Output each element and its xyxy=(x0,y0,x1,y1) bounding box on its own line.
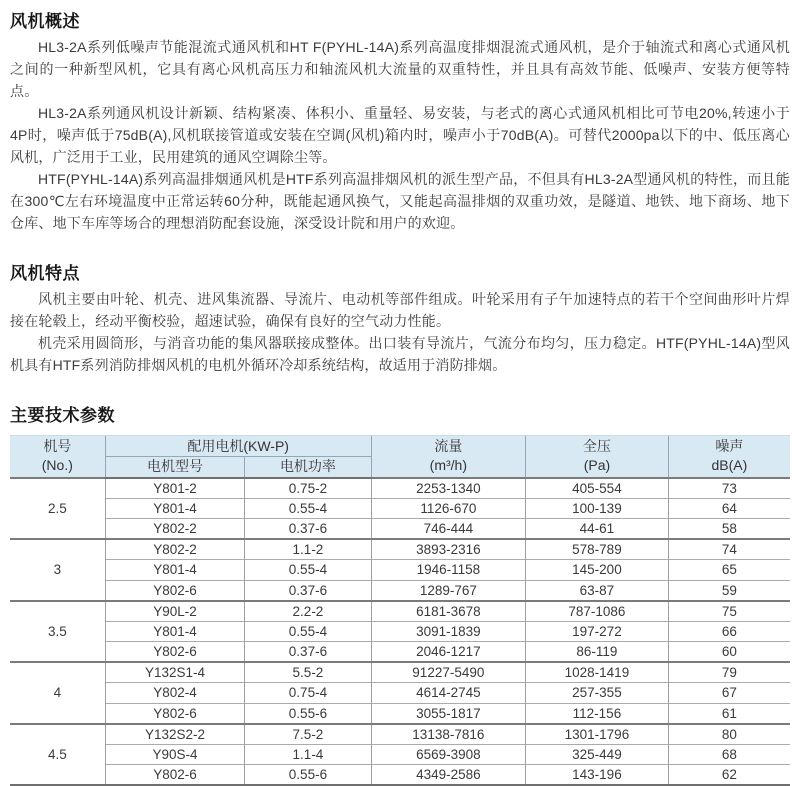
cell-pressure: 1028-1419 xyxy=(526,662,669,683)
cell-motor-power: 0.75-2 xyxy=(245,478,371,499)
cell-motor-model: Y802-6 xyxy=(105,642,245,663)
cell-motor-model: Y801-4 xyxy=(105,621,245,642)
cell-noise: 65 xyxy=(668,560,790,581)
features-paragraph: 风机主要由叶轮、机壳、进风集流器、导流片、电动机等部件组成。叶轮采用有子午加速特点的若干个空间曲形叶片焊接在轮毂上，经动平衡校验，超速试验，确保有良好的空气动力性能。 xyxy=(10,291,790,329)
header-flow-line1: 流量 xyxy=(434,438,463,455)
cell-motor-power: 0.55-6 xyxy=(245,765,371,786)
cell-noise: 62 xyxy=(668,765,790,786)
specs-table-body xyxy=(10,478,790,786)
table-row xyxy=(10,580,790,601)
cell-motor-power: 1.1-2 xyxy=(245,539,371,560)
cell-fan-no: 3 xyxy=(10,539,105,601)
cell-flow: 3091-1839 xyxy=(371,621,525,642)
cell-pressure: 405-554 xyxy=(526,478,669,499)
header-pressure xyxy=(526,436,669,478)
overview-paragraph: HTF(PYHL-14A)系列高温排烟通风机是HTF系列高温排烟风机的派生型产品，不但具有HL3-2A型通风机的特性，而且能在300℃左右环境温度中正常运转60分种，既能起通风换气，又能起高温排烟的双重功效，是隧道、地铁、地下商场、地下仓库、地下车库等场合的理想消防配套设施，深受设计院和用户的欢迎。 xyxy=(10,171,790,231)
table-row xyxy=(10,642,790,663)
table-row xyxy=(10,478,790,499)
cell-motor-model: Y802-2 xyxy=(105,519,245,540)
cell-motor-power: 0.37-6 xyxy=(245,580,371,601)
table-row xyxy=(10,621,790,642)
cell-noise: 80 xyxy=(668,724,790,745)
cell-pressure: 86-119 xyxy=(526,642,669,663)
table-row xyxy=(10,601,790,622)
cell-fan-no: 4.5 xyxy=(10,724,105,786)
table-row xyxy=(10,498,790,519)
cell-motor-power: 2.2-2 xyxy=(245,601,371,622)
cell-noise: 58 xyxy=(668,519,790,540)
cell-flow: 2046-1217 xyxy=(371,642,525,663)
cell-flow: 4614-2745 xyxy=(371,683,525,704)
cell-motor-power: 0.55-4 xyxy=(245,498,371,519)
cell-flow: 746-444 xyxy=(371,519,525,540)
cell-motor-power: 7.5-2 xyxy=(245,724,371,745)
cell-noise: 60 xyxy=(668,642,790,663)
cell-pressure: 145-200 xyxy=(526,560,669,581)
cell-motor-model: Y132S1-4 xyxy=(105,662,245,683)
table-row xyxy=(10,662,790,683)
cell-noise: 64 xyxy=(668,498,790,519)
specs-table xyxy=(10,435,790,786)
header-fan-no-line2: (No.) xyxy=(41,457,73,474)
header-noise-line1: 噪声 xyxy=(715,438,744,455)
cell-motor-power: 5.5-2 xyxy=(245,662,371,683)
overview-paragraph: HL3-2A系列通风机设计新颖、结构紧凑、体积小、重量轻、易安装，与老式的离心式通风机相比可节电20%,转速小于4P时，噪声低于75dB(A),风机联接管道或安装在空调(风机)箱内时，噪声小于70dB(A)。可替代2000pa以下的中、低压离心风机，广泛用于工业，民用建筑的通风空调除尘等。 xyxy=(10,105,790,165)
features-paragraph: 机壳采用圆筒形，与消音功能的集风器联接成整体。出口装有导流片，气流分布均匀，压力稳定。HTF(PYHL-14A)型风机具有HTF系列消防排烟风机的电机外循环冷却系统结构，故适用于消防排烟。 xyxy=(10,335,790,373)
header-row-1 xyxy=(10,436,790,457)
cell-pressure: 63-87 xyxy=(526,580,669,601)
cell-noise: 75 xyxy=(668,601,790,622)
cell-pressure: 112-156 xyxy=(526,703,669,724)
table-row xyxy=(10,765,790,786)
cell-pressure: 578-789 xyxy=(526,539,669,560)
cell-noise: 67 xyxy=(668,683,790,704)
cell-flow: 91227-5490 xyxy=(371,662,525,683)
header-flow-line2: (m³/h) xyxy=(429,457,467,474)
section-specs xyxy=(10,401,790,786)
cell-pressure: 197-272 xyxy=(526,621,669,642)
header-fan-no-line1: 机号 xyxy=(43,438,72,455)
cell-motor-power: 0.55-6 xyxy=(245,703,371,724)
cell-noise: 61 xyxy=(668,703,790,724)
cell-motor-model: Y801-2 xyxy=(105,478,245,499)
cell-motor-power: 0.37-6 xyxy=(245,642,371,663)
cell-motor-model: Y132S2-2 xyxy=(105,724,245,745)
cell-pressure: 257-355 xyxy=(526,683,669,704)
section-features xyxy=(10,259,790,376)
cell-motor-model: Y802-4 xyxy=(105,683,245,704)
cell-pressure: 100-139 xyxy=(526,498,669,519)
cell-motor-power: 1.1-4 xyxy=(245,744,371,765)
cell-motor-model: Y801-4 xyxy=(105,498,245,519)
table-row xyxy=(10,744,790,765)
cell-noise: 66 xyxy=(668,621,790,642)
cell-flow: 1289-767 xyxy=(371,580,525,601)
cell-fan-no: 3.5 xyxy=(10,601,105,663)
cell-fan-no: 2.5 xyxy=(10,478,105,540)
header-motor-model: 电机型号 xyxy=(105,457,245,478)
section-overview xyxy=(10,7,790,234)
cell-noise: 59 xyxy=(668,580,790,601)
specs-table-header xyxy=(10,436,790,478)
header-motor-power: 电机功率 xyxy=(245,457,371,478)
cell-pressure: 1301-1796 xyxy=(526,724,669,745)
header-pressure-line2: (Pa) xyxy=(583,457,611,474)
table-row xyxy=(10,560,790,581)
table-row xyxy=(10,539,790,560)
cell-flow: 1126-670 xyxy=(371,498,525,519)
cell-flow: 6569-3908 xyxy=(371,744,525,765)
cell-pressure: 787-1086 xyxy=(526,601,669,622)
cell-motor-model: Y802-6 xyxy=(105,703,245,724)
header-fan-no xyxy=(10,436,105,478)
cell-flow: 2253-1340 xyxy=(371,478,525,499)
cell-noise: 79 xyxy=(668,662,790,683)
cell-motor-model: Y90S-4 xyxy=(105,744,245,765)
cell-flow: 3893-2316 xyxy=(371,539,525,560)
cell-pressure: 44-61 xyxy=(526,519,669,540)
cell-pressure: 325-449 xyxy=(526,744,669,765)
cell-motor-model: Y802-6 xyxy=(105,580,245,601)
header-noise-line2: dB(A) xyxy=(711,457,748,474)
table-row xyxy=(10,683,790,704)
cell-motor-power: 0.55-4 xyxy=(245,560,371,581)
header-noise xyxy=(668,436,790,478)
cell-noise: 74 xyxy=(668,539,790,560)
cell-flow: 3055-1817 xyxy=(371,703,525,724)
cell-motor-model: Y801-4 xyxy=(105,560,245,581)
cell-pressure: 143-196 xyxy=(526,765,669,786)
header-flow xyxy=(371,436,525,478)
cell-noise: 73 xyxy=(668,478,790,499)
table-row xyxy=(10,724,790,745)
cell-motor-model: Y90L-2 xyxy=(105,601,245,622)
cell-motor-model: Y802-2 xyxy=(105,539,245,560)
cell-motor-power: 0.75-4 xyxy=(245,683,371,704)
cell-flow: 6181-3678 xyxy=(371,601,525,622)
header-pressure-line1: 全压 xyxy=(582,438,611,455)
header-motor-group: 配用电机(KW-P) xyxy=(105,436,371,457)
table-row xyxy=(10,519,790,540)
cell-motor-power: 0.37-6 xyxy=(245,519,371,540)
specs-title: 主要技术参数 xyxy=(10,406,115,425)
cell-flow: 1946-1158 xyxy=(371,560,525,581)
cell-flow: 4349-2586 xyxy=(371,765,525,786)
overview-title: 风机概述 xyxy=(10,12,80,31)
features-title: 风机特点 xyxy=(10,264,80,283)
cell-fan-no: 4 xyxy=(10,662,105,724)
overview-paragraph: HL3-2A系列低噪声节能混流式通风机和HT F(PYHL-14A)系列高温度排烟混流式通风机，是介于轴流式和离心式通风机之间的一种新型风机，它具有离心风机高压力和轴流风机大流量的双重特性，并且具有高效节能、低噪声、安装方便等特点。 xyxy=(10,39,790,99)
table-row xyxy=(10,703,790,724)
cell-motor-power: 0.55-4 xyxy=(245,621,371,642)
cell-motor-model: Y802-6 xyxy=(105,765,245,786)
cell-flow: 13138-7816 xyxy=(371,724,525,745)
cell-noise: 68 xyxy=(668,744,790,765)
